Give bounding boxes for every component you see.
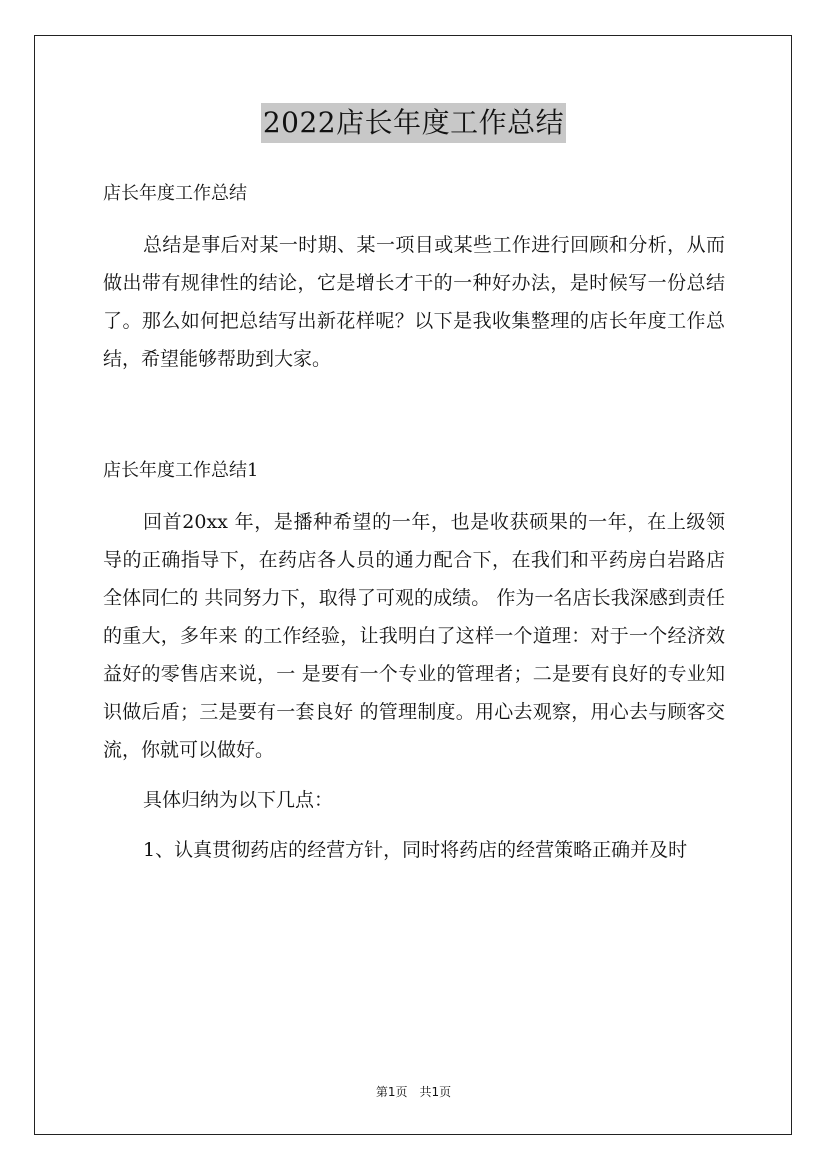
intro-paragraph: 总结是事后对某一时期、某一项目或某些工作进行回顾和分析，从而做出带有规律性的结论，它是增长才干的一种好办法，是时候写一份总结了。那么如何把总结写出新花样呢？以下是我收集整理的店长年度工作总结，希望能够帮助到大家。 xyxy=(103,234,725,370)
section1-paragraph-1: 回首20xx 年，是播种希望的一年，也是收获硕果的一年，在上级领导的正确指导下，在药店各人员的通力配合下，在我们和平药房白岩路店全体同仁的 共同努力下，取得了可观的成绩。 作为一名店长我深感到责任的重大，多年来 的工作经验，让我明白了这样一个道理：对于一个经济效益好的零售店来说，一 是要有一个专业的管理者；二是要有良好的专业知识做后盾；三是要有一套良好 的管理制度。用心去观察，用心去与顾客交流，你就可以做好。 xyxy=(103,511,725,761)
document-body xyxy=(103,176,725,869)
spacer xyxy=(103,489,725,503)
spacer xyxy=(103,212,725,226)
section1-paragraph-2: 具体归纳为以下几点： xyxy=(143,789,334,811)
spacer xyxy=(103,378,725,453)
section1-paragraph-3: 1、认真贯彻药店的经营方针，同时将药店的经营策略正确并及时 xyxy=(143,839,688,861)
document-title: 2022店长年度工作总结 xyxy=(261,103,566,143)
intro-heading: 店长年度工作总结 xyxy=(103,183,247,204)
title-container xyxy=(0,103,827,143)
section1-heading: 店长年度工作总结1 xyxy=(103,460,259,481)
page-footer xyxy=(0,1083,827,1101)
page-number: 第1页 共1页 xyxy=(375,1085,452,1099)
